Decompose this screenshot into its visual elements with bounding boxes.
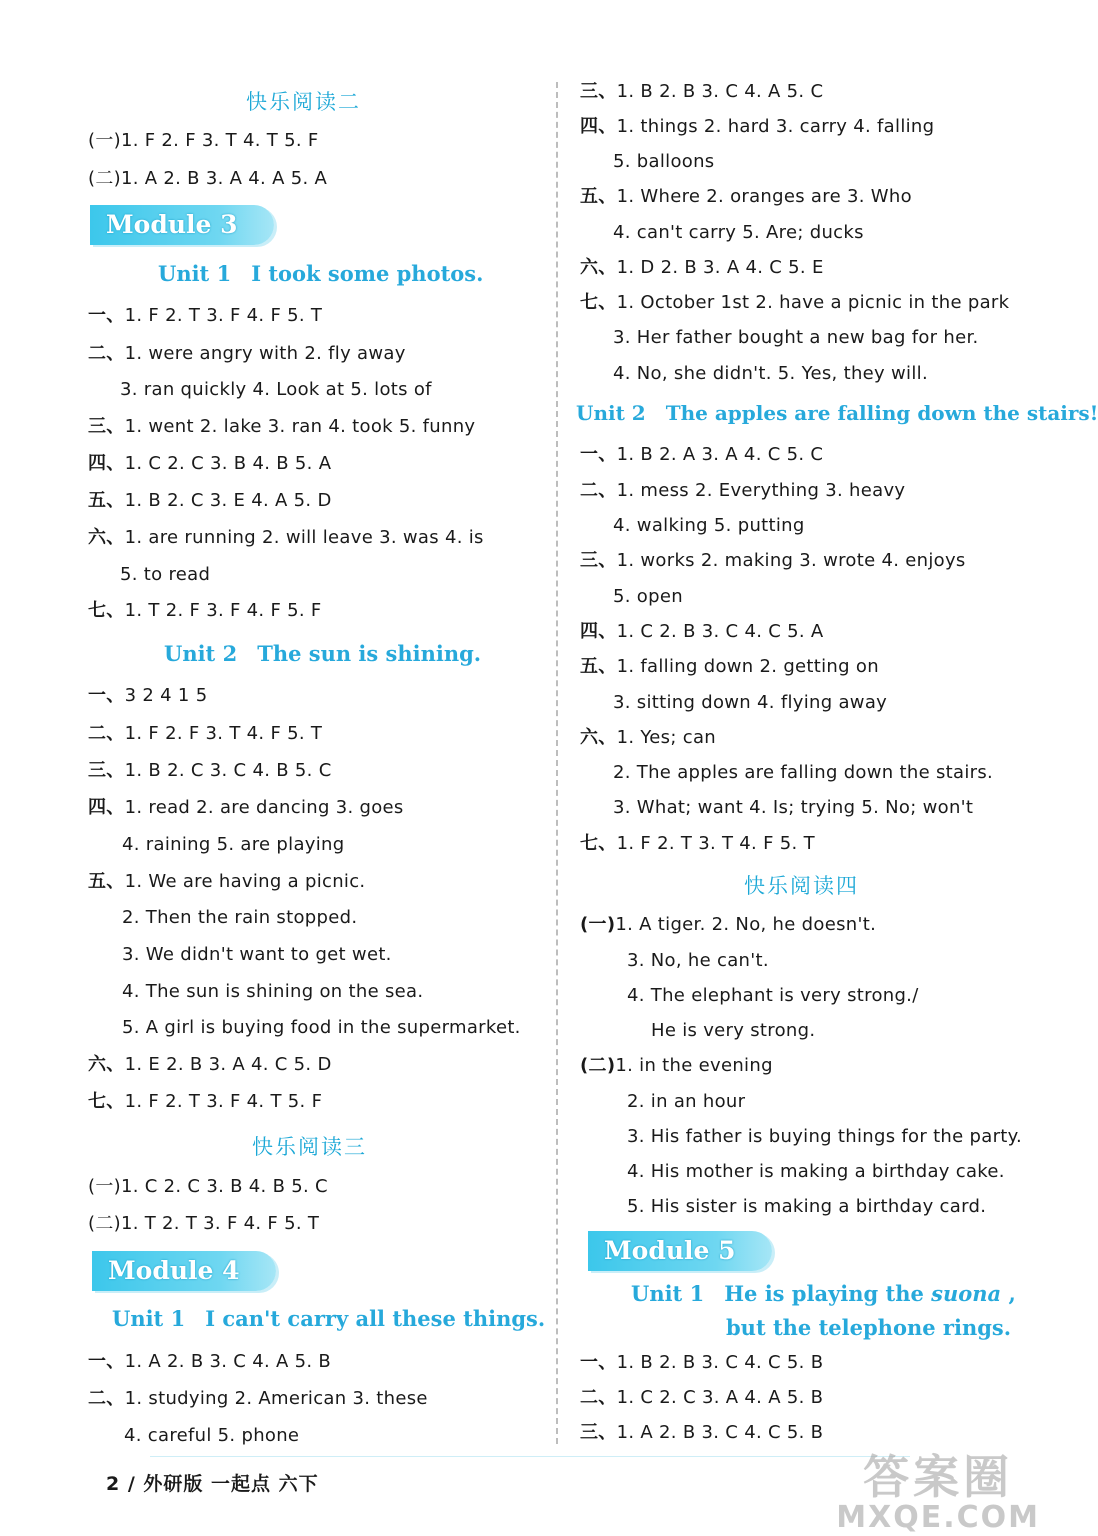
page-footer: 2 / 外研版 一起点 六下	[106, 1473, 319, 1495]
m3-unit1-heading	[158, 261, 483, 286]
answer-line: 三、1. B 2. C 3. C 4. B 5. C	[88, 760, 332, 781]
answer-line: 5. A girl is buying food in the supermarket.	[122, 1017, 521, 1038]
reading-4-heading: 快乐阅读四	[744, 874, 859, 898]
reading-2-answers-1: (一)1. F 2. F 3. T 4. T 5. F	[88, 130, 319, 151]
answer-line: 四、1. C 2. C 3. B 4. B 5. A	[88, 453, 332, 474]
answer-line: 3. What; want 4. Is; trying 5. No; won't	[613, 797, 974, 818]
answer-line: 5. His sister is making a birthday card.	[627, 1196, 987, 1217]
answer-line: (二)1. in the evening	[580, 1055, 773, 1076]
site-watermark	[836, 1452, 1040, 1534]
m3-unit2-number: Unit 2	[164, 641, 238, 666]
answer-line: 5. balloons	[613, 151, 715, 172]
m5-unit1-title-italic: suona	[931, 1281, 1002, 1306]
answer-line: 七、1. F 2. T 3. T 4. F 5. T	[580, 833, 815, 854]
answer-line: 一、3 2 4 1 5	[88, 685, 208, 706]
answer-line: He is very strong.	[651, 1020, 816, 1041]
answer-line: 五、1. B 2. C 3. E 4. A 5. D	[88, 490, 332, 511]
module-3-label: Module 3	[106, 210, 238, 239]
answer-line: 六、1. D 2. B 3. A 4. C 5. E	[580, 257, 824, 278]
answer-line: 3. No, he can't.	[627, 950, 769, 971]
answer-line: 2. The apples are falling down the stairs.	[613, 762, 994, 783]
answer-line: 3. sitting down 4. flying away	[613, 692, 888, 713]
answer-line: (一)1. A tiger. 2. No, he doesn't.	[580, 914, 877, 935]
answer-line: 二、1. F 2. F 3. T 4. F 5. T	[88, 723, 323, 744]
answer-line: 七、1. T 2. F 3. F 4. F 5. F	[88, 600, 322, 621]
m4-unit2-number: Unit 2	[576, 401, 646, 425]
footer-rule	[150, 1456, 910, 1457]
m5-unit1-heading-line2: but the telephone rings.	[726, 1315, 1012, 1340]
m4-unit1-heading	[112, 1306, 545, 1331]
reading-3-answers-1: (一)1. C 2. C 3. B 4. B 5. C	[88, 1176, 328, 1197]
answer-line: 二、1. studying 2. American 3. these	[88, 1388, 428, 1409]
answer-line: 六、1. E 2. B 3. A 4. C 5. D	[88, 1054, 332, 1075]
answer-line: 3. His father is buying things for the party.	[627, 1126, 1023, 1147]
m5-unit1-title: He is playing the	[724, 1281, 924, 1306]
m3-unit1-title: I took some photos.	[251, 261, 484, 286]
reading-2-answers-2: (二)1. A 2. B 3. A 4. A 5. A	[88, 168, 328, 189]
answer-line: 三、1. works 2. making 3. wrote 4. enjoys	[580, 550, 966, 571]
answer-line: 五、1. falling down 2. getting on	[580, 656, 879, 677]
m4-unit1-number: Unit 1	[112, 1306, 186, 1331]
module-4-banner	[92, 1251, 276, 1291]
answer-line: 一、1. B 2. A 3. A 4. C 5. C	[580, 444, 824, 465]
answer-line: 五、1. We are having a picnic.	[88, 871, 366, 892]
answer-line: 三、1. B 2. B 3. C 4. A 5. C	[580, 81, 824, 102]
answer-line: 4. The elephant is very strong./	[627, 985, 919, 1006]
reading-3-answers-2: (二)1. T 2. T 3. F 4. F 5. T	[88, 1213, 320, 1234]
m4-unit2-heading	[576, 401, 1098, 425]
watermark-logo-text: 答案圈	[863, 1450, 1014, 1504]
column-divider	[556, 82, 558, 1444]
answer-line: 四、1. C 2. B 3. C 4. C 5. A	[580, 621, 824, 642]
answer-line: 3. ran quickly 4. Look at 5. lots of	[120, 379, 432, 400]
answer-line: 4. The sun is shining on the sea.	[122, 981, 424, 1002]
answer-line: 三、1. A 2. B 3. C 4. C 5. B	[580, 1422, 824, 1443]
m5-unit1-number: Unit 1	[631, 1281, 705, 1306]
m3-unit1-number: Unit 1	[158, 261, 232, 286]
module-5-banner	[588, 1231, 772, 1271]
module-5-label: Module 5	[604, 1236, 736, 1265]
answer-line: 一、1. F 2. T 3. F 4. F 5. T	[88, 305, 323, 326]
answer-line: 5. open	[613, 586, 683, 607]
answer-line: 4. His mother is making a birthday cake.	[627, 1161, 1005, 1182]
m4-unit1-title: I can't carry all these things.	[205, 1306, 546, 1331]
watermark-domain: MXQE.COM	[836, 1500, 1040, 1535]
answer-line: 四、1. read 2. are dancing 3. goes	[88, 797, 404, 818]
m3-unit2-heading	[164, 641, 481, 666]
m5-unit1-title-comma: ,	[1008, 1281, 1016, 1306]
reading-3-heading: 快乐阅读三	[252, 1135, 367, 1159]
answer-line: 五、1. Where 2. oranges are 3. Who	[580, 186, 912, 207]
module-3-banner	[90, 205, 274, 245]
answer-line: 4. raining 5. are playing	[122, 834, 345, 855]
answer-line: 2. Then the rain stopped.	[122, 907, 358, 928]
m3-unit2-title: The sun is shining.	[257, 641, 482, 666]
answer-line: 一、1. B 2. B 3. C 4. C 5. B	[580, 1352, 824, 1373]
answer-line: 三、1. went 2. lake 3. ran 4. took 5. funny	[88, 416, 476, 437]
answer-line: 2. in an hour	[627, 1091, 746, 1112]
answer-line: 六、1. are running 2. will leave 3. was 4. is	[88, 527, 484, 548]
module-4-label: Module 4	[108, 1256, 240, 1285]
answer-line: 4. walking 5. putting	[613, 515, 805, 536]
m4-unit2-title: The apples are falling down the stairs!	[665, 401, 1098, 425]
answer-line: 4. careful 5. phone	[124, 1425, 300, 1446]
answer-line: 二、1. C 2. C 3. A 4. A 5. B	[580, 1387, 824, 1408]
answer-line: 一、1. A 2. B 3. C 4. A 5. B	[88, 1351, 332, 1372]
answer-line: 3. We didn't want to get wet.	[122, 944, 392, 965]
answer-line: 六、1. Yes; can	[580, 727, 716, 748]
reading-2-heading: 快乐阅读二	[246, 90, 361, 114]
m5-unit1-heading	[631, 1281, 1016, 1306]
answer-line: 二、1. mess 2. Everything 3. heavy	[580, 480, 906, 501]
answer-line: 4. No, she didn't. 5. Yes, they will.	[613, 363, 928, 384]
answer-line: 七、1. October 1st 2. have a picnic in the park	[580, 292, 1010, 313]
answer-line: 七、1. F 2. T 3. F 4. T 5. F	[88, 1091, 323, 1112]
answer-line: 5. to read	[120, 564, 211, 585]
answer-line: 4. can't carry 5. Are; ducks	[613, 222, 864, 243]
answer-line: 四、1. things 2. hard 3. carry 4. falling	[580, 116, 935, 137]
answer-line: 3. Her father bought a new bag for her.	[613, 327, 979, 348]
answer-line: 二、1. were angry with 2. fly away	[88, 343, 406, 364]
